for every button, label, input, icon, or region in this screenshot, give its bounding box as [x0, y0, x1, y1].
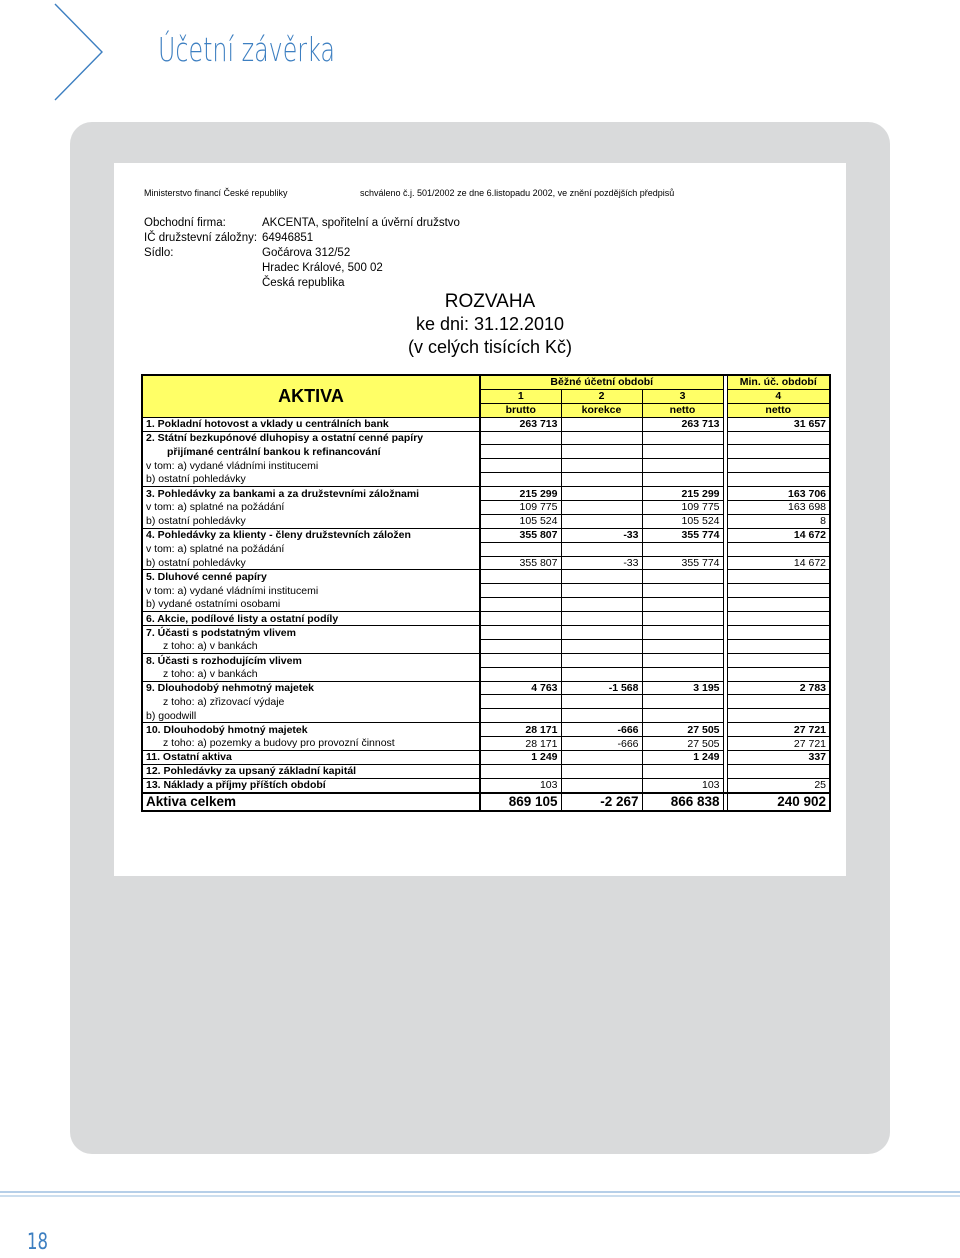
total-label: Aktiva celkem	[142, 793, 480, 811]
row-label: 9. Dlouhodobý nehmotný majetek	[142, 681, 480, 695]
row-value	[642, 542, 723, 556]
seat-label: Sídlo:	[144, 247, 174, 259]
table-row	[142, 626, 830, 640]
balance-sheet-table	[141, 374, 831, 812]
row-value	[727, 570, 830, 584]
row-value	[480, 709, 561, 723]
row-value: 103	[480, 778, 561, 792]
row-label: v tom: a) splatné na požádání	[142, 542, 480, 556]
row-value: 28 171	[480, 737, 561, 751]
row-value	[727, 584, 830, 598]
row-value	[561, 431, 642, 445]
row-value	[727, 459, 830, 473]
row-label: z toho: a) zřizovací výdaje	[142, 695, 480, 709]
table-row	[142, 584, 830, 598]
table-row	[142, 778, 830, 792]
row-value: 31 657	[727, 417, 830, 431]
column-label: korekce	[561, 403, 642, 417]
table-row	[142, 514, 830, 528]
row-value	[480, 626, 561, 640]
row-value	[727, 473, 830, 487]
row-value	[561, 542, 642, 556]
row-label: z toho: a) v bankách	[142, 639, 480, 653]
row-value	[480, 570, 561, 584]
row-value	[561, 445, 642, 459]
row-value: -666	[561, 723, 642, 737]
row-value: 25	[727, 778, 830, 792]
row-value: -33	[561, 556, 642, 570]
company-label: Obchodní firma:	[144, 217, 226, 229]
table-row	[142, 723, 830, 737]
column-label: netto	[727, 403, 830, 417]
row-label: 6. Akcie, podílové listy a ostatní podíly	[142, 612, 480, 626]
row-value: 27 721	[727, 737, 830, 751]
approval-header: schváleno č.j. 501/2002 ze dne 6.listopadu 2002, ve znění pozdějších předpisů	[360, 188, 675, 198]
column-number: 1	[480, 389, 561, 403]
row-value	[480, 542, 561, 556]
row-label: z toho: a) pozemky a budovy pro provozní činnost	[142, 737, 480, 751]
row-value	[561, 695, 642, 709]
row-label: přijímané centrální bankou k refinancování	[142, 445, 480, 459]
row-value: 27 505	[642, 737, 723, 751]
table-row	[142, 667, 830, 681]
row-value	[642, 445, 723, 459]
row-value	[727, 542, 830, 556]
row-value: 355 774	[642, 556, 723, 570]
row-value: 355 807	[480, 528, 561, 542]
table-row	[142, 431, 830, 445]
row-label: 7. Účasti s podstatným vlivem	[142, 626, 480, 640]
row-value	[642, 639, 723, 653]
row-value	[727, 709, 830, 723]
aktiva-heading: AKTIVA	[142, 375, 480, 417]
row-value	[480, 764, 561, 778]
row-value	[561, 570, 642, 584]
row-value	[561, 626, 642, 640]
row-value	[561, 459, 642, 473]
row-value	[642, 653, 723, 667]
row-value: 14 672	[727, 556, 830, 570]
table-row	[142, 639, 830, 653]
row-value	[480, 612, 561, 626]
row-value	[561, 709, 642, 723]
row-value	[642, 473, 723, 487]
table-row	[142, 417, 830, 431]
document-date: ke dni: 31.12.2010	[415, 314, 565, 334]
balance-sheet-document	[114, 163, 846, 876]
table-total-row	[142, 793, 830, 811]
row-value: 27 505	[642, 723, 723, 737]
row-value	[727, 598, 830, 612]
row-value	[727, 612, 830, 626]
row-value: 109 775	[480, 501, 561, 515]
table-row	[142, 598, 830, 612]
row-value	[727, 667, 830, 681]
row-value: 215 299	[480, 487, 561, 501]
total-value: 869 105	[480, 793, 561, 811]
address-line: Hradec Králové, 500 02	[262, 262, 383, 274]
current-period-header: Běžné účetní období	[480, 375, 723, 389]
table-row	[142, 487, 830, 501]
row-label: 1. Pokladní hotovost a vklady u centrálních bank	[142, 417, 480, 431]
row-value	[480, 445, 561, 459]
row-value: 163 706	[727, 487, 830, 501]
row-label: 2. Státní bezkupónové dluhopisy a ostatní cenné papíry	[142, 431, 480, 445]
ic-label: IČ družstevní záložny:	[144, 232, 258, 244]
document-titles	[360, 290, 620, 359]
row-value	[561, 653, 642, 667]
row-value	[642, 709, 723, 723]
row-value	[727, 653, 830, 667]
row-label: b) ostatní pohledávky	[142, 556, 480, 570]
row-label: 13. Náklady a příjmy příštích období	[142, 778, 480, 792]
table-row	[142, 570, 830, 584]
row-label: 10. Dlouhodobý hmotný majetek	[142, 723, 480, 737]
row-label: v tom: a) vydané vládními institucemi	[142, 584, 480, 598]
row-value	[727, 764, 830, 778]
row-label: 5. Dluhové cenné papíry	[142, 570, 480, 584]
row-value: 337	[727, 751, 830, 765]
total-value: 866 838	[642, 793, 723, 811]
table-row	[142, 764, 830, 778]
column-number: 3	[642, 389, 723, 403]
company-info	[144, 216, 460, 291]
row-value	[480, 653, 561, 667]
row-value	[561, 473, 642, 487]
row-value	[642, 570, 723, 584]
address-line: Gočárova 312/52	[262, 247, 351, 259]
row-value: -1 568	[561, 681, 642, 695]
chevron-decoration-icon	[0, 0, 110, 110]
document-units: (v celých tisících Kč)	[407, 337, 573, 357]
row-value	[727, 639, 830, 653]
table-row	[142, 709, 830, 723]
row-value: 103	[642, 778, 723, 792]
table-row	[142, 501, 830, 515]
row-value	[561, 417, 642, 431]
row-value	[642, 584, 723, 598]
row-value	[642, 695, 723, 709]
row-value: 355 807	[480, 556, 561, 570]
row-label: 4. Pohledávky za klienty - členy družstevních záložen	[142, 528, 480, 542]
table-row	[142, 612, 830, 626]
row-value: 105 524	[642, 514, 723, 528]
row-value	[642, 626, 723, 640]
row-label: 3. Pohledávky za bankami a za družstevními záložnami	[142, 487, 480, 501]
row-value	[642, 612, 723, 626]
row-value: 3 195	[642, 681, 723, 695]
row-value: 355 774	[642, 528, 723, 542]
row-value: 215 299	[642, 487, 723, 501]
table-row	[142, 445, 830, 459]
row-value	[561, 639, 642, 653]
row-value	[561, 598, 642, 612]
row-value	[561, 778, 642, 792]
row-value: 163 698	[727, 501, 830, 515]
row-value	[561, 612, 642, 626]
row-label: v tom: a) splatné na požádání	[142, 501, 480, 515]
row-value: 109 775	[642, 501, 723, 515]
table-row	[142, 556, 830, 570]
row-value	[561, 514, 642, 528]
row-value	[642, 431, 723, 445]
row-value: 8	[727, 514, 830, 528]
row-value: 28 171	[480, 723, 561, 737]
row-value	[480, 431, 561, 445]
row-value: -33	[561, 528, 642, 542]
row-value	[727, 626, 830, 640]
row-value: 2 783	[727, 681, 830, 695]
column-label: netto	[642, 403, 723, 417]
row-label: z toho: a) v bankách	[142, 667, 480, 681]
row-label: b) goodwill	[142, 709, 480, 723]
table-row	[142, 695, 830, 709]
column-number: 2	[561, 389, 642, 403]
row-label: b) ostatní pohledávky	[142, 473, 480, 487]
row-value	[480, 667, 561, 681]
row-value: 14 672	[727, 528, 830, 542]
row-value: 105 524	[480, 514, 561, 528]
row-value	[480, 459, 561, 473]
address-line: Česká republika	[262, 277, 345, 289]
row-value	[727, 695, 830, 709]
document-title: ROZVAHA	[444, 291, 536, 312]
table-row	[142, 459, 830, 473]
row-value: 263 713	[480, 417, 561, 431]
row-value	[561, 751, 642, 765]
row-value: 263 713	[642, 417, 723, 431]
prior-period-header: Min. úč. období	[727, 375, 830, 389]
page-number: 18	[27, 1230, 48, 1255]
row-value	[642, 764, 723, 778]
row-value: 27 721	[727, 723, 830, 737]
row-value	[642, 598, 723, 612]
table-row	[142, 653, 830, 667]
row-value	[480, 473, 561, 487]
row-value: 1 249	[480, 751, 561, 765]
row-value	[561, 487, 642, 501]
row-value	[561, 501, 642, 515]
row-label: b) ostatní pohledávky	[142, 514, 480, 528]
row-value	[561, 667, 642, 681]
page-title: Účetní závěrka	[158, 30, 335, 69]
row-label: 11. Ostatní aktiva	[142, 751, 480, 765]
table-row	[142, 542, 830, 556]
ministry-header: Ministerstvo financí České republiky	[144, 188, 288, 198]
row-value	[561, 764, 642, 778]
row-value: -666	[561, 737, 642, 751]
row-label: b) vydané ostatními osobami	[142, 598, 480, 612]
row-value: 1 249	[642, 751, 723, 765]
table-row	[142, 737, 830, 751]
table-row	[142, 473, 830, 487]
row-value: 4 763	[480, 681, 561, 695]
column-label: brutto	[480, 403, 561, 417]
row-value	[480, 695, 561, 709]
row-value	[480, 584, 561, 598]
row-value	[727, 431, 830, 445]
row-value	[561, 584, 642, 598]
ic-value: 64946851	[262, 232, 314, 244]
row-value	[480, 598, 561, 612]
row-label: 12. Pohledávky za upsaný základní kapitál	[142, 764, 480, 778]
company-value: AKCENTA, spořitelní a úvěrní družstvo	[262, 217, 460, 229]
column-number: 4	[727, 389, 830, 403]
table-row	[142, 751, 830, 765]
row-value	[480, 639, 561, 653]
total-value: 240 902	[727, 793, 830, 811]
row-value	[727, 445, 830, 459]
row-label: v tom: a) vydané vládními institucemi	[142, 459, 480, 473]
table-row	[142, 681, 830, 695]
row-value	[642, 459, 723, 473]
row-value	[642, 667, 723, 681]
row-label: 8. Účasti s rozhodujícím vlivem	[142, 653, 480, 667]
bottom-rule-decoration	[0, 1190, 960, 1230]
total-value: -2 267	[561, 793, 642, 811]
table-row	[142, 528, 830, 542]
